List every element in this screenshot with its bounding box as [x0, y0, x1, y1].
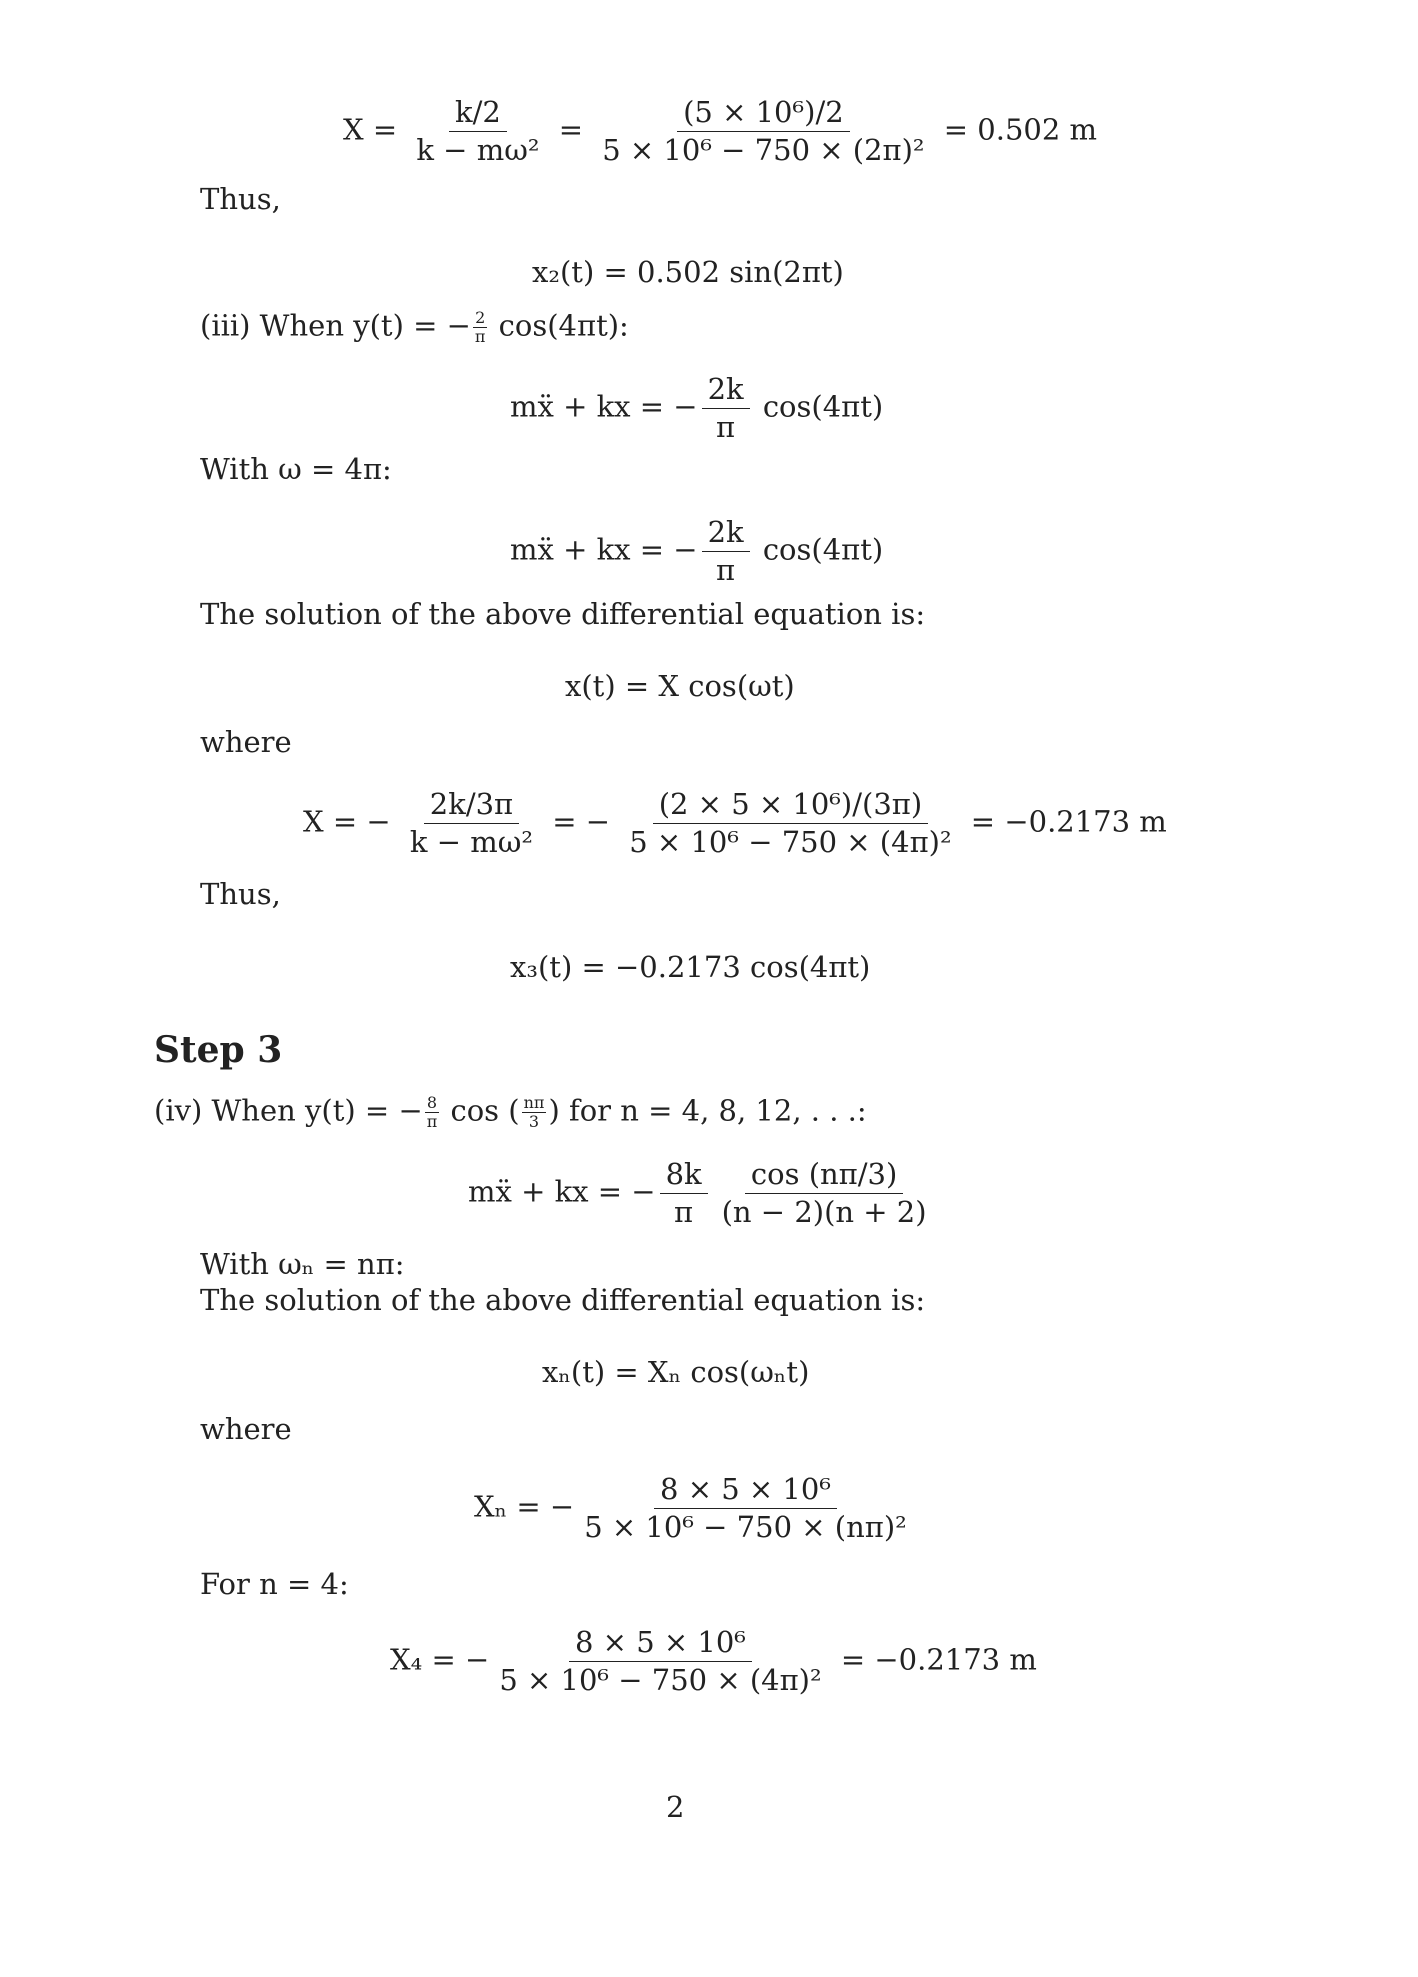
eq-X3-equals: = −	[552, 804, 611, 839]
eq-X3-frac1-num: 2k/3π	[424, 790, 519, 824]
case-iii-frac-den: π	[474, 327, 486, 346]
equation-Xn	[474, 1472, 917, 1544]
eq-iii-a-rhs: cos(4πt)	[762, 389, 884, 424]
eq-X3-fraction-1	[404, 787, 539, 859]
eq-X4-frac-den: 5 × 10⁶ − 750 × (4π)²	[499, 1663, 822, 1697]
case-iv-frac1-num: 8	[426, 1093, 438, 1112]
eq-iii-a-lhs: mẍ + kx = −	[510, 389, 698, 424]
eq-Xn-frac-den: 5 × 10⁶ − 750 × (nπ)²	[584, 1510, 907, 1544]
eq-X4-lhs: X₄ = −	[390, 1642, 490, 1677]
case-iv-fraction-2	[522, 1095, 547, 1130]
page-number: 2	[666, 1790, 685, 1824]
case-iv-frac2-den: 3	[528, 1112, 540, 1131]
eq-iii-b-frac-den: π	[716, 553, 736, 587]
eq1-frac2-den: 5 × 10⁶ − 750 × (2π)²	[602, 133, 925, 167]
where-text-2: where	[200, 1412, 292, 1446]
eq-iii-a-frac-num: 2k	[702, 375, 750, 409]
for-n4-text: For n = 4:	[200, 1567, 349, 1601]
eq-X4-fraction	[493, 1625, 827, 1697]
with-omega-n-text: With ωₙ = nπ:	[200, 1247, 405, 1281]
eq-Xn-frac-num: 8 × 5 × 10⁶	[654, 1475, 837, 1509]
eq1-fraction-2	[596, 95, 930, 167]
eq-X3-lhs: X = −	[303, 804, 391, 839]
eq1-fraction-1	[410, 95, 545, 167]
step-3-heading: Step 3	[154, 1029, 283, 1071]
eq-iii-b-frac-num: 2k	[702, 518, 750, 552]
eq1-frac2-num: (5 × 10⁶)/2	[677, 98, 850, 132]
case-iv-frac1-den: π	[426, 1112, 438, 1131]
case-iii-text	[200, 310, 629, 345]
eq-iii-b-fraction	[702, 515, 750, 587]
eq-iii-b-rhs: cos(4πt)	[762, 532, 884, 567]
eq-X3-frac1-den: k − mω²	[409, 825, 533, 859]
eq-iv-frac-b-num: cos (nπ/3)	[745, 1160, 903, 1194]
equation-x2: x₂(t) = 0.502 sin(2πt)	[532, 255, 844, 289]
equation-xn: xₙ(t) = Xₙ cos(ωₙt)	[542, 1355, 810, 1389]
case-iv-suffix: ) for n = 4, 8, 12, . . .:	[548, 1093, 867, 1128]
eq-Xn-lhs: Xₙ = −	[474, 1489, 575, 1524]
eq1-result: = 0.502 m	[943, 112, 1098, 147]
case-iv-fraction-1	[425, 1095, 440, 1130]
eq-iii-a-fraction	[702, 372, 750, 444]
case-iv-prefix: (iv) When y(t) = −	[154, 1093, 423, 1128]
eq-iv-fraction-b	[716, 1157, 933, 1229]
case-iii-frac-num: 2	[475, 308, 486, 327]
case-iv-mid: cos (	[450, 1093, 520, 1128]
case-iii-prefix: (iii) When y(t) = −	[200, 308, 471, 343]
eq1-frac1-den: k − mω²	[416, 133, 540, 167]
eq1-lhs: X =	[343, 112, 398, 147]
equation-X-omega-2pi	[343, 95, 1098, 167]
eq-X3-frac2-den: 5 × 10⁶ − 750 × (4π)²	[629, 825, 952, 859]
eq-iv-fraction-a	[660, 1157, 708, 1229]
equation-X-case-iii	[303, 787, 1167, 859]
equation-X4	[390, 1625, 1037, 1697]
eq-iv-lhs: mẍ + kx = −	[468, 1174, 656, 1209]
eq-iv-frac-a-num: 8k	[660, 1160, 708, 1194]
eq-iv-frac-b-den: (n − 2)(n + 2)	[721, 1195, 927, 1229]
eq-iii-b-lhs: mẍ + kx = −	[510, 532, 698, 567]
case-iv-text	[154, 1095, 867, 1130]
solution-text-2: The solution of the above differential equation is:	[200, 1283, 926, 1317]
eq-X3-fraction-2	[623, 787, 957, 859]
solution-text-1: The solution of the above differential equation is:	[200, 597, 926, 631]
case-iii-fraction	[473, 310, 488, 345]
eq-iii-a-frac-den: π	[716, 410, 736, 444]
equation-iii-b	[510, 515, 884, 587]
eq1-equals: =	[558, 112, 584, 147]
equation-xt: x(t) = X cos(ωt)	[565, 669, 795, 703]
eq1-frac1-num: k/2	[449, 98, 507, 132]
equation-iii-a	[510, 372, 884, 444]
eq-X3-frac2-num: (2 × 5 × 10⁶)/(3π)	[653, 790, 928, 824]
equation-x3: x₃(t) = −0.2173 cos(4πt)	[510, 950, 871, 984]
case-iii-suffix: cos(4πt):	[498, 308, 629, 343]
with-omega-text: With ω = 4π:	[200, 452, 392, 486]
eq-X4-result: = −0.2173 m	[840, 1642, 1037, 1677]
eq-X3-result: = −0.2173 m	[970, 804, 1167, 839]
eq-iv-frac-a-den: π	[674, 1195, 694, 1229]
thus-text-1: Thus,	[200, 182, 281, 216]
where-text-1: where	[200, 725, 292, 759]
thus-text-2: Thus,	[200, 877, 281, 911]
eq-X4-frac-num: 8 × 5 × 10⁶	[569, 1628, 752, 1662]
eq-Xn-fraction	[578, 1472, 913, 1544]
equation-iv	[468, 1157, 937, 1229]
case-iv-frac2-num: nπ	[523, 1093, 545, 1112]
